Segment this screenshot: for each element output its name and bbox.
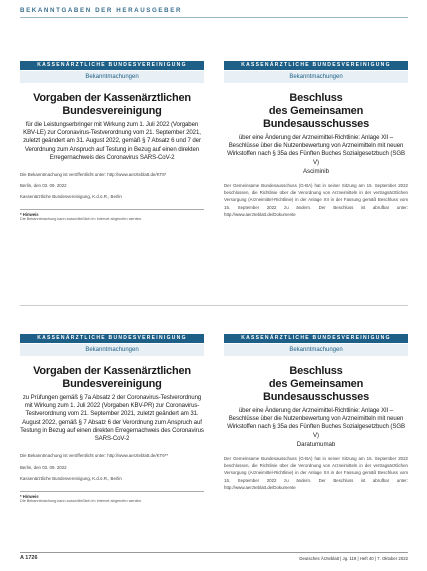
footnote-heading: * Hinweis (20, 493, 39, 499)
notice-title (224, 92, 408, 131)
sub-banner: Bekanntmachungen (224, 71, 408, 83)
active-substance: Asciminib (302, 167, 330, 175)
title-line-2: des Gemeinsamen Bundesausschusses (262, 378, 370, 403)
title-line-1: Beschluss (289, 365, 343, 377)
page-number: A 1726 (20, 555, 38, 561)
notice-body: Der Gemeinsame Bundesausschuss (G-BA) hat in seiner Sitzung am 15. September 2022 beschlossen, die Richtlinie über die Verordnung von Arzneimitteln in der vertragsärztlichen Versorgung (Arzneimittel-Richtlinie) in der Anlage XII in der Fassung gemäß Beschluss vom 15. September 2022 zu ändern. Der Beschluss ist abrufbar unter: http://www.aerzteblatt.de/Dokumente (224, 455, 408, 490)
notice-signature: Kassenärztliche Bundesvereinigung, K.d.ö.R., Berlin (20, 194, 122, 200)
sub-banner: Bekanntmachungen (20, 344, 204, 356)
notice-kbv-le (20, 61, 204, 222)
active-substance: Daratumumab (296, 440, 336, 448)
notice-signature: Kassenärztliche Bundesvereinigung, K.d.ö.R., Berlin (20, 475, 122, 481)
title-line-1: Beschluss (289, 92, 343, 104)
notice-title (224, 365, 408, 404)
notice-gba-asciminib (224, 61, 408, 218)
footer-rule (20, 552, 408, 553)
sub-banner: Bekanntmachungen (20, 71, 204, 83)
journal-citation: Deutsches Ärzteblatt | Jg. 119 | Heft 40 | 7. Oktober 2022 (299, 556, 408, 561)
footnote-text: Die Bekanntmachung kann ausschließlich im Internet abgerufen werden. (20, 217, 143, 222)
footnote-text: Die Bekanntmachung kann ausschließlich im Internet abgerufen werden. (20, 498, 143, 503)
notice-date: Berlin, den 03. 09. 2022 (20, 464, 67, 470)
notice-subtitle: über eine Änderung der Arzneimittel-Richtlinie: Anlage XII – Beschlüsse über die Nutzenbewertung von Arzneimitteln mit neuen Wirkstoffen nach § 35a des Fünften Buches Sozialgesetzbuch (SGB V) (227, 407, 405, 439)
notice-body: Die Bekanntmachung ist veröffentlicht unter: http://www.aerzteblatt.de/KT6* (20, 172, 167, 178)
notice-date: Berlin, den 03. 09. 2022 (20, 183, 67, 189)
notice-body: Der Gemeinsame Bundesausschuss (G-BA) hat in seiner Sitzung am 15. September 2022 beschlossen, die Richtlinie über die Verordnung von Arzneimitteln in der vertragsärztlichen Versorgung (Arzneimittel-Richtlinie) in der Anlage XII in der Fassung gemäß Beschluss vom 15. September 2022 zu ändern. Der Beschluss ist abrufbar unter: http://www.aerzteblatt.de/Dokumente (224, 182, 408, 217)
title-line-2: Bundesvereinigung (62, 105, 162, 117)
notice-subtitle: über eine Änderung der Arzneimittel-Richtlinie: Anlage XII – Beschlüsse über die Nutzenbewertung von Arzneimitteln mit neuen Wirkstoffen nach § 35a des Fünften Buches Sozialgesetzbuch (SGB V) (227, 134, 405, 166)
notice-kbv-pr (20, 334, 204, 504)
middle-divider (20, 305, 408, 306)
section-header: BEKANNTGABEN DER HERAUSGEBER (20, 7, 183, 14)
org-banner: KASSENÄRZTLICHE BUNDESVEREINIGUNG (20, 334, 204, 343)
org-banner: KASSENÄRZTLICHE BUNDESVEREINIGUNG (224, 334, 408, 343)
notice-gba-daratumumab (224, 334, 408, 491)
sub-banner: Bekanntmachungen (224, 344, 408, 356)
footnote-rule (20, 491, 204, 492)
notice-title (20, 365, 204, 391)
title-line-2: des Gemeinsamen Bundesausschusses (262, 105, 370, 130)
title-line-2: Bundesvereinigung (62, 378, 162, 390)
notice-subtitle: zu Prüfungen gemäß § 7a Absatz 2 der Coronavirus-Testverordnung mit Wirkung zum 1. Juli 2022 (Vorgaben KBV-PR) zur Coronavirus-Testverordnung vom 21. September 2021, zuletzt geändert am 31. August 2022, gemäß § 7 Absatz 6 der Verordnung zum Anspruch auf Testung in Bezug auf einen direkten Erregernachweis des Coronavirus SARS-CoV-2 (20, 394, 204, 443)
notice-body: Die Bekanntmachung ist veröffentlicht unter: http://www.aerzteblatt.de/KT6** (20, 453, 169, 459)
notice-title (20, 92, 204, 118)
footnote-rule (20, 209, 204, 210)
org-banner: KASSENÄRZTLICHE BUNDESVEREINIGUNG (224, 61, 408, 70)
org-banner: KASSENÄRZTLICHE BUNDESVEREINIGUNG (20, 61, 204, 70)
header-rule (20, 17, 408, 18)
title-line-1: Vorgaben der Kassenärztlichen (33, 365, 191, 377)
footnote-heading: * Hinweis (20, 212, 39, 218)
title-line-1: Vorgaben der Kassenärztlichen (33, 92, 191, 104)
notice-subtitle: für die Leistungserbringer mit Wirkung zum 1. Juli 2022 (Vorgaben KBV-LE) zur Coronavirus-Testverordnung vom 21. September 2021, zuletzt geändert am 31. August 2022, gemäß § 7 Absatz 6 und 7 der Verordnung zum Anspruch auf Testung in Bezug auf einen direkten Erregernachweis des Coronavirus SARS-CoV-2 (23, 121, 201, 161)
